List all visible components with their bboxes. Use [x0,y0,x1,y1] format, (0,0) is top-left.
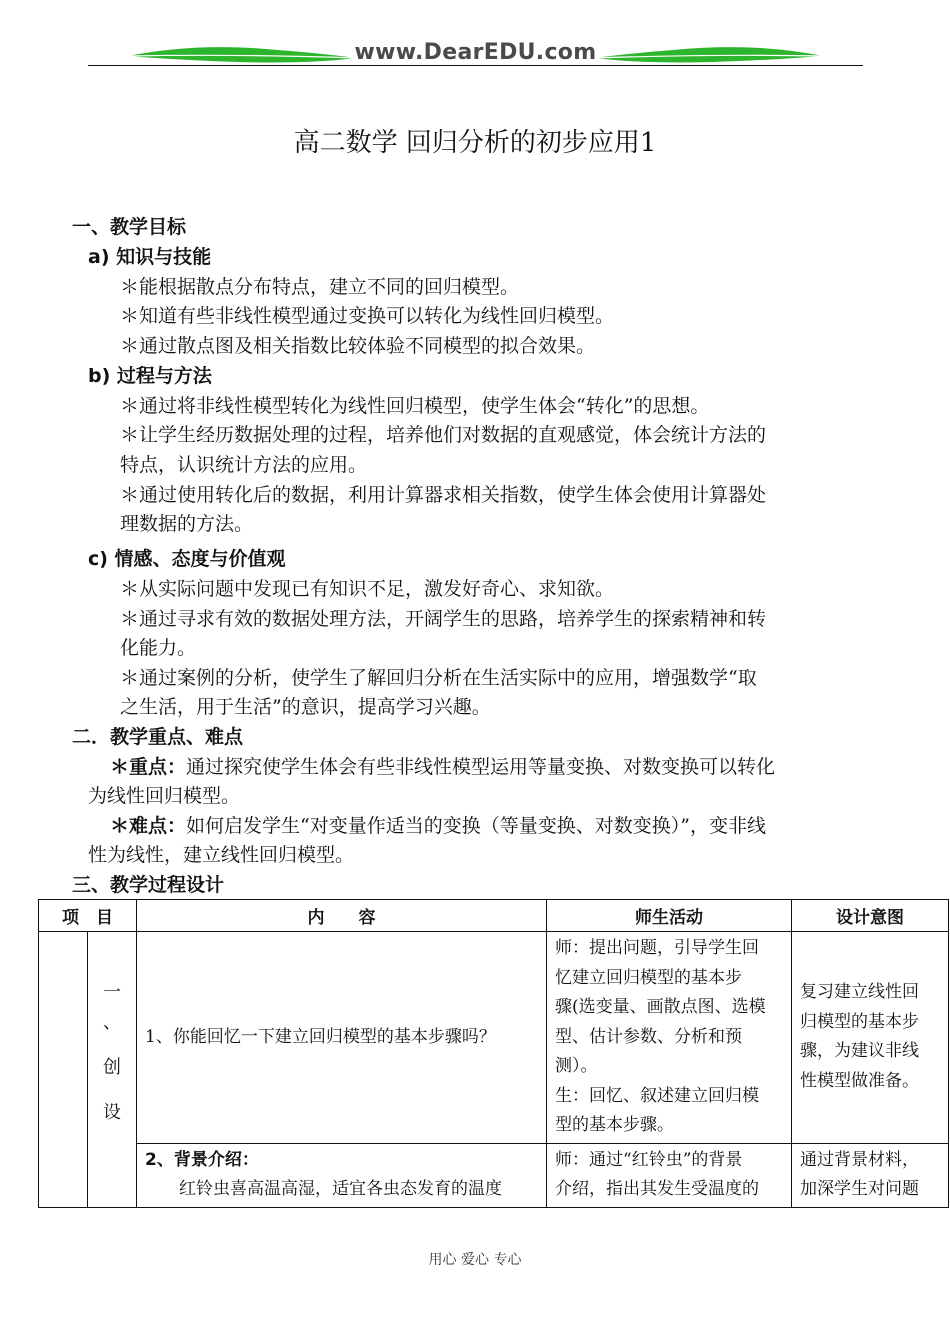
stage-blank-cell [39,932,88,1208]
subheading-knowledge: a) 知识与技能 [88,246,212,268]
activity-line: 师：提出问题，引导学生回 [555,938,759,958]
page-title: 高二数学 回归分析的初步应用1 [293,128,657,158]
intent-line: 骤，为建议非线 [800,1041,919,1062]
goal-item: ＊通过散点图及相关指数比较体验不同模型的拟合效果。 [120,335,596,357]
section-heading-process-design: 三、教学过程设计 [72,874,225,896]
activity-line: 忆建立回归模型的基本步 [555,967,742,988]
activity-line: 骤(选变量、画散点图、选模 [555,997,766,1017]
content-question: 1、你能回忆一下建立回归模型的基本步骤吗？ [145,1026,496,1047]
content-cell [137,932,547,1144]
section-heading-goals: 一、教学目标 [72,216,187,238]
activity-line: 型、估计参数、分析和预 [555,1026,742,1047]
header-content: 内 容 [137,900,547,932]
intent-line: 加深学生对问题 [800,1179,919,1199]
stage-char: 一 [103,982,121,1003]
subheading-emotion: c) 情感、态度与价值观 [88,548,286,570]
goal-item: 理数据的方法。 [120,513,254,535]
goal-item: 化能力。 [120,637,197,659]
header-item: 项 目 [39,900,137,932]
goal-item: ＊知道有些非线性模型通过变换可以转化为线性回归模型。 [120,305,615,327]
header-activity: 师生活动 [547,900,792,932]
activity-line: 生：回忆、叙述建立回归模 [555,1085,759,1106]
difficulty-continuation: 性为线性，建立线性回归模型。 [88,844,355,866]
activity-cell [547,1143,792,1207]
activity-line: 师：通过“红铃虫”的背景 [555,1149,743,1170]
content-line: 红铃虫喜高温高湿，适宜各虫态发育的温度 [179,1179,502,1199]
stage-char: 创 [103,1057,121,1078]
goal-item: ＊让学生经历数据处理的过程，培养他们对数据的直观感觉，体会统计方法的 [120,424,767,446]
key-point-line [110,752,775,782]
stage-label-cell [88,932,137,1208]
goal-item: 特点，认识统计方法的应用。 [120,454,368,476]
activity-line: 介绍，指出其发生受温度的 [555,1179,759,1199]
content-subtitle: 2、背景介绍： [145,1149,259,1170]
goal-item: 之生活，用于生活”的意识，提高学习兴趣。 [120,696,491,718]
intent-cell [792,1143,949,1207]
goal-item: ＊通过案例的分析，使学生了解回归分析在生活实际中的应用，增强数学“取 [120,667,757,689]
table-row [39,1143,949,1207]
site-logo-text[interactable]: www.DearEDU.com [354,40,597,65]
subheading-process: b) 过程与方法 [88,365,212,387]
content-cell [137,1143,547,1207]
table-header-row [39,900,949,932]
activity-cell [547,932,792,1144]
stage-char: 设 [103,1102,121,1123]
header-rule [88,65,863,66]
section-heading-keypoints: 二．教学重点、难点 [72,726,244,748]
intent-line: 归模型的基本步 [800,1011,919,1032]
key-point-label: ＊重点： [110,756,187,778]
difficulty-label: ＊难点： [110,815,187,837]
intent-line: 复习建立线性回 [800,982,919,1003]
stage-char: 、 [103,1012,121,1033]
goal-item: ＊通过将非线性模型转化为线性回归模型，使学生体会“转化”的思想。 [120,395,710,417]
goal-item: ＊从实际问题中发现已有知识不足，激发好奇心、求知欲。 [120,578,615,600]
site-header-banner [88,36,863,70]
key-point-text: 通过探究使学生体会有些非线性模型运用等量变换、对数变换可以转化 [186,756,776,778]
header-intent: 设计意图 [792,900,949,932]
goal-item: ＊通过使用转化后的数据，利用计算器求相关指数，使学生体会使用计算器处 [120,484,767,506]
teaching-process-table [38,899,949,1208]
table-row [39,932,949,1144]
goal-item: ＊能根据散点分布特点，建立不同的回归模型。 [120,276,520,298]
goal-item: ＊通过寻求有效的数据处理方法，开阔学生的思路，培养学生的探索精神和转 [120,608,767,630]
intent-line: 性模型做准备。 [800,1070,919,1091]
key-point-continuation: 为线性回归模型。 [88,785,241,807]
page-footer: 用心 爱心 专心 [428,1252,522,1268]
difficulty-line [110,811,766,841]
difficulty-text: 如何启发学生“对变量作适当的变换（等量变换、对数变换）”，变非线 [186,815,766,837]
intent-line: 通过背景材料， [800,1149,919,1170]
intent-cell [792,932,949,1144]
activity-line: 测）。 [555,1056,598,1076]
activity-line: 型的基本步骤。 [555,1115,674,1135]
